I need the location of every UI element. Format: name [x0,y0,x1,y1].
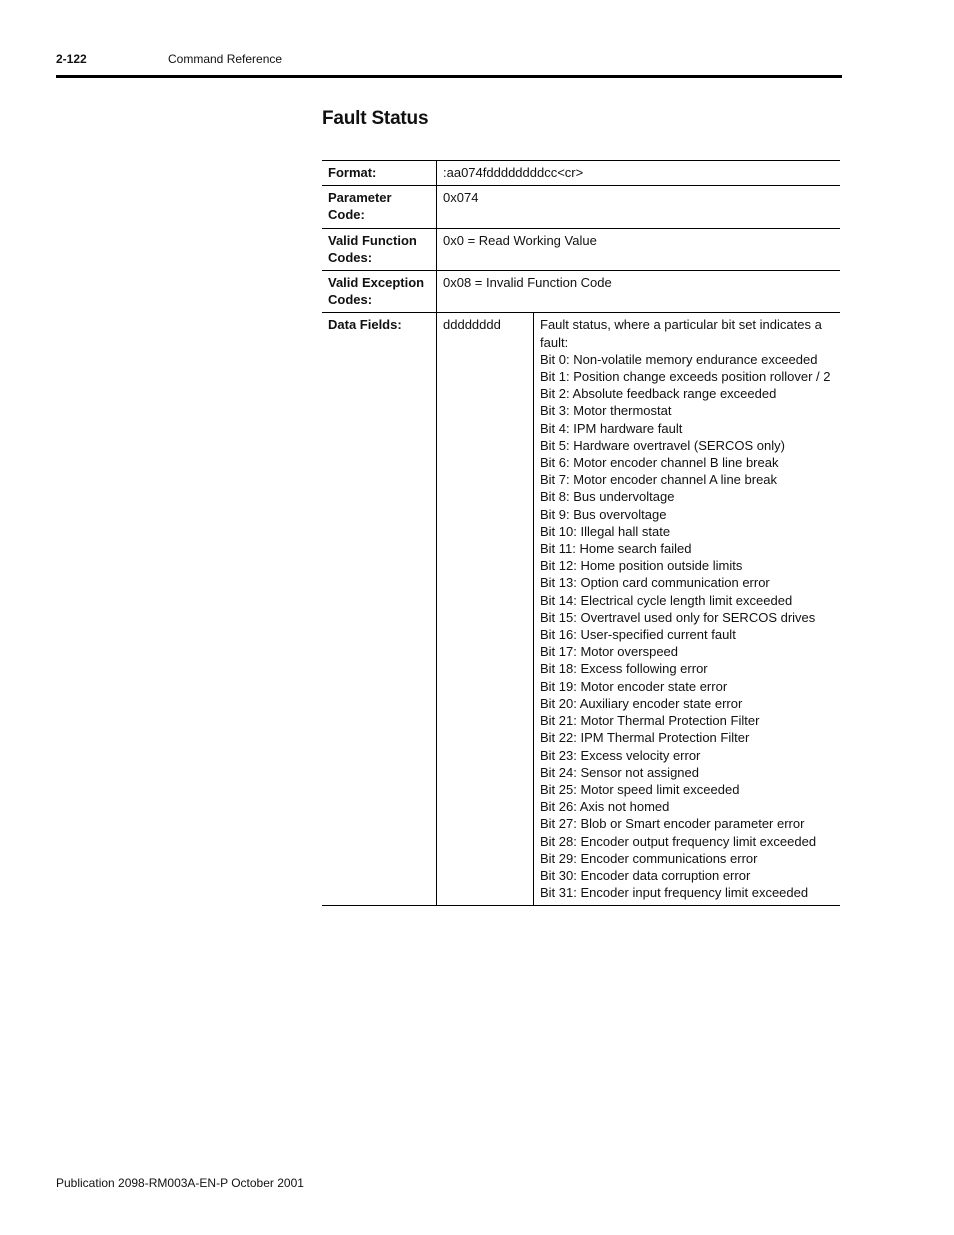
data-fields-label: Data Fields: [322,313,437,906]
bit-item: Bit 13: Option card communication error [540,575,770,591]
footer-publication: Publication 2098-RM003A-EN-P October 2001 [56,1176,304,1190]
bit-item: Bit 4: IPM hardware fault [540,420,683,436]
data-fields-intro: Fault status, where a particular bit set indicates a fault: [540,317,822,350]
bit-item: Bit 9: Bus overvoltage [540,506,667,522]
valid-exception-codes-value: 0x08 = Invalid Function Code [437,271,841,313]
section-title: Fault Status [322,108,429,129]
table-row-parameter-code [322,186,840,228]
bit-item: Bit 15: Overtravel used only for SERCOS drives [540,609,816,625]
bit-item: Bit 17: Motor overspeed [540,644,679,660]
bit-item: Bit 24: Sensor not assigned [540,764,699,780]
bit-item: Bit 10: Illegal hall state [540,523,671,539]
bit-item: Bit 7: Motor encoder channel A line break [540,472,778,488]
bit-item: Bit 0: Non-volatile memory endurance exceeded [540,351,818,367]
bit-item: Bit 28: Encoder output frequency limit exceeded [540,833,817,849]
bit-item: Bit 14: Electrical cycle length limit exceeded [540,592,793,608]
running-title: Command Reference [168,52,283,66]
bit-item: Bit 3: Motor thermostat [540,403,672,419]
bit-item: Bit 30: Encoder data corruption error [540,867,751,883]
page-number: 2-122 [56,52,87,66]
bit-item: Bit 25: Motor speed limit exceeded [540,781,740,797]
data-fields-code: dddddddd [437,313,534,906]
bit-item: Bit 23: Excess velocity error [540,747,701,763]
bit-list [540,351,834,902]
header-rule [56,75,842,78]
bit-item: Bit 16: User-specified current fault [540,627,736,643]
valid-exception-codes-label: Valid Exception Codes: [322,271,437,313]
table-row-data-fields [322,313,840,906]
bit-item: Bit 19: Motor encoder state error [540,678,728,694]
format-label: Format: [322,161,437,186]
valid-function-codes-label: Valid Function Codes: [322,228,437,270]
valid-function-codes-value: 0x0 = Read Working Value [437,228,841,270]
bit-item: Bit 29: Encoder communications error [540,850,758,866]
bit-item: Bit 11: Home search failed [540,541,692,557]
fault-status-table [322,160,840,906]
table-row-format [322,161,840,186]
bit-item: Bit 8: Bus undervoltage [540,489,675,505]
bit-item: Bit 1: Position change exceeds position rollover / 2 [540,369,831,385]
bit-item: Bit 20: Auxiliary encoder state error [540,695,743,711]
bit-item: Bit 31: Encoder input frequency limit exceeded [540,885,809,901]
bit-item: Bit 22: IPM Thermal Protection Filter [540,730,750,746]
table-row-valid-exception-codes [322,271,840,313]
parameter-code-label: Parameter Code: [322,186,437,228]
bit-item: Bit 21: Motor Thermal Protection Filter [540,713,760,729]
bit-item: Bit 6: Motor encoder channel B line break [540,455,779,471]
format-value: :aa074fddddddddcc<cr> [437,161,841,186]
data-fields-description [534,313,841,906]
bit-item: Bit 26: Axis not homed [540,799,670,815]
table-row-valid-function-codes [322,228,840,270]
bit-item: Bit 5: Hardware overtravel (SERCOS only) [540,437,785,453]
page-header [56,52,842,76]
bit-item: Bit 12: Home position outside limits [540,558,743,574]
bit-item: Bit 27: Blob or Smart encoder parameter error [540,816,805,832]
parameter-code-value: 0x074 [437,186,841,228]
bit-item: Bit 18: Excess following error [540,661,708,677]
bit-item: Bit 2: Absolute feedback range exceeded [540,386,777,402]
